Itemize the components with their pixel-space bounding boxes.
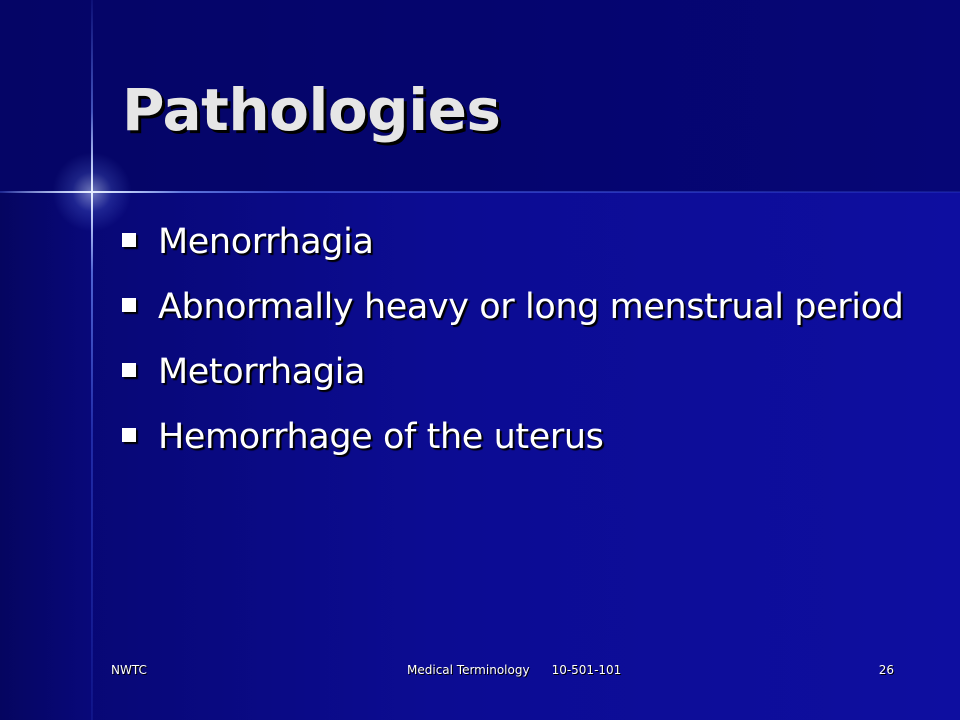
bullet-item [122, 413, 922, 461]
bullet-text: Metorrhagia [158, 352, 366, 392]
bullet-item [122, 348, 922, 396]
bullet-text: Hemorrhage of the uterus [158, 417, 604, 457]
bullet-text: Abnormally heavy or long menstrual period [158, 287, 904, 327]
footer-page-number: 26 [878, 663, 894, 677]
slide-title: Pathologies [122, 76, 501, 144]
vertical-divider-line [91, 0, 93, 720]
bullet-list [122, 218, 922, 478]
square-bullet-icon [122, 363, 136, 377]
footer-course-name: Medical Terminology [407, 663, 530, 677]
footer-course [407, 662, 621, 678]
footer-course-code: 10-501-101 [551, 663, 622, 677]
bullet-item [122, 218, 922, 266]
square-bullet-icon [122, 233, 136, 247]
footer-organization: NWTC [111, 663, 147, 677]
square-bullet-icon [122, 298, 136, 312]
bullet-text: Menorrhagia [158, 222, 374, 262]
square-bullet-icon [122, 428, 136, 442]
bullet-item [122, 283, 922, 331]
